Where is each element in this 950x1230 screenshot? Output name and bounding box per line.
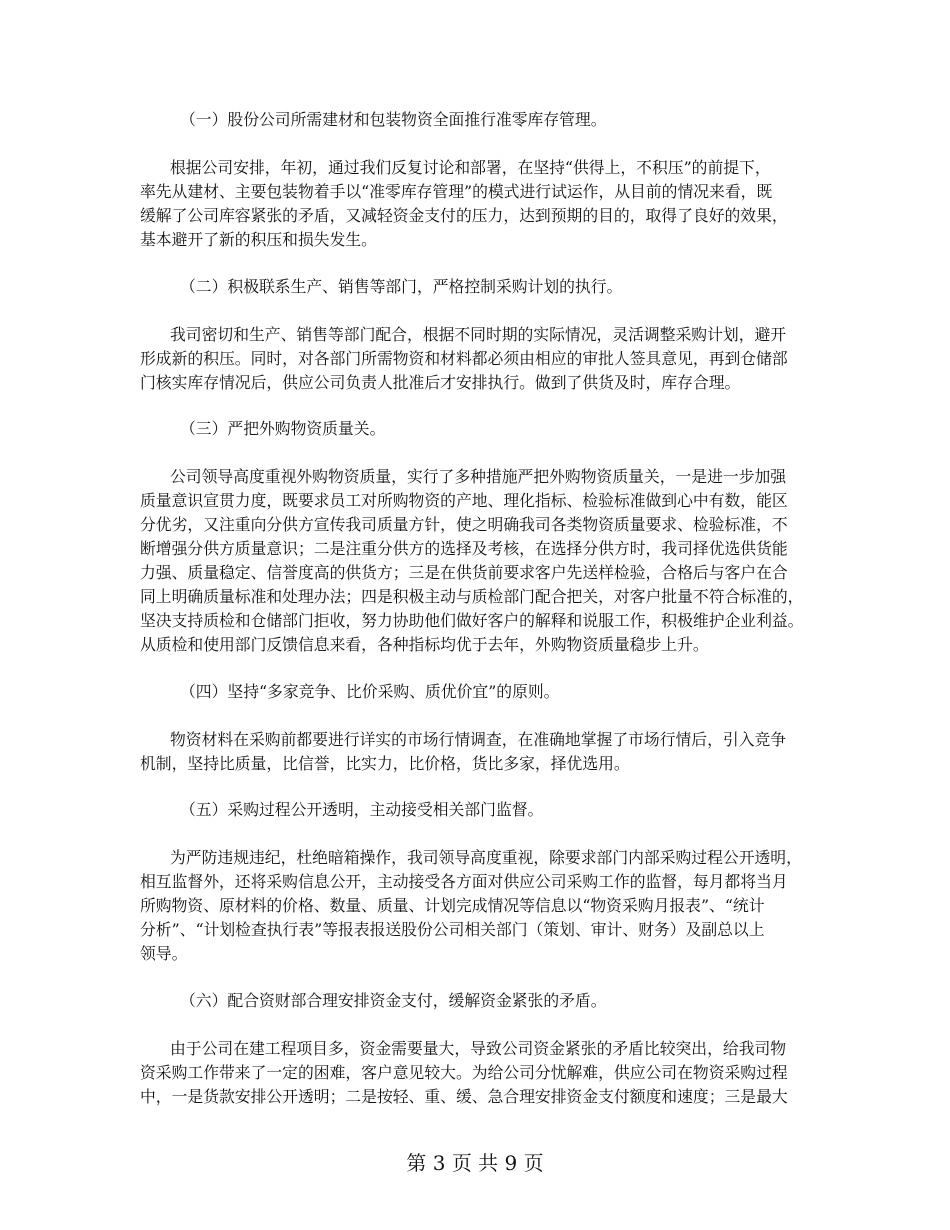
paragraph-line: 门核实库存情况后，供应公司负责人批准后才安排执行。做到了供货及时，库存合理。 — [140, 373, 741, 392]
paragraph-line: 质量意识宣贯力度，既要求员工对所购物资的产地、理化指标、检验标准做到心中有数，能区 — [140, 491, 788, 510]
section-heading: （四）坚持“多家竞争、比价采购、质优价宜”的原则。 — [180, 682, 560, 701]
paragraph-line: 缓解了公司库容紧张的矛盾，又减轻资金支付的压力，达到预期的目的，取得了良好的效果， — [140, 206, 788, 225]
paragraph-line: 基本避开了新的积压和损失发生。 — [140, 230, 377, 249]
paragraph-line: 力强、质量稳定、信誉度高的供货方；三是在供货前要求客户先送样检验，合格后与客户在合 — [140, 563, 788, 582]
paragraph-line: 坚决支持质检和仓储部门拒收，努力协助他们做好客户的解释和说服工作，积极维护企业利益。 — [140, 611, 804, 630]
paragraph-line: 从质检和使用部门反馈信息来看，各种指标均优于去年，外购物资质量稳步上升。 — [140, 635, 709, 654]
paragraph-line: 分优劣，又注重向分供方宣传我司质量方针，使之明确我司各类物资质量要求、检验标准，不 — [140, 515, 788, 534]
paragraph-line: 我司密切和生产、销售等部门配合，根据不同时期的实际情况，灵活调整采购计划，避开 — [170, 325, 787, 344]
section-heading: （一）股份公司所需建材和包装物资全面推行准零库存管理。 — [180, 110, 607, 129]
paragraph-line: 物资材料在采购前都要进行详实的市场行情调查，在准确地掌握了市场行情后，引入竞争 — [170, 730, 787, 749]
paragraph-line: 相互监督外，还将采购信息公开，主动接受各方面对供应公司采购工作的监督，每月都将当月 — [140, 872, 788, 891]
paragraph-line: 中，一是货款安排公开透明；二是按轻、重、缓、急合理安排资金支付额度和速度；三是最大 — [140, 1087, 788, 1106]
paragraph-line: 领导。 — [140, 944, 188, 963]
page-number-footer: 第 3 页 共 9 页 — [406, 1151, 544, 1175]
paragraph-line: 由于公司在建工程项目多，资金需要量大，导致公司资金紧张的矛盾比较突出，给我司物 — [170, 1039, 787, 1058]
paragraph-line: 为严防违规违纪，杜绝暗箱操作，我司领导高度重视，除要求部门内部采购过程公开透明， — [170, 848, 802, 867]
paragraph-line: 断增强分供方质量意识；二是注重分供方的选择及考核，在选择分供方时，我司择优选供货能 — [140, 539, 788, 558]
paragraph-line: 形成新的积压。同时，对各部门所需物资和材料都必须由相应的审批人签具意见，再到仓储部 — [140, 349, 788, 368]
paragraph-line: 所购物资、原材料的价格、数量、质量、计划完成情况等信息以“物资采购月报表”、“统计 — [140, 896, 765, 915]
section-heading: （六）配合资财部合理安排资金支付，缓解资金紧张的矛盾。 — [180, 991, 607, 1010]
paragraph-line: 根据公司安排，年初，通过我们反复讨论和部署，在坚持“供得上，不积压”的前提下， — [170, 158, 771, 177]
paragraph-line: 分析”、“计划检查执行表”等报表报送股份公司相关部门（策划、审计、财务）及副总以上 — [140, 920, 765, 939]
paragraph-line: 率先从建材、主要包装物着手以“准零库存管理”的模式进行试运作，从目前的情况来看，既 — [140, 182, 773, 201]
paragraph-line: 机制，坚持比质量，比信誉，比实力，比价格，货比多家，择优选用。 — [140, 754, 630, 773]
paragraph-line: 公司领导高度重视外购物资质量，实行了多种措施严把外购物资质量关，一是进一步加强 — [170, 467, 787, 486]
paragraph-line: 同上明确质量标准和处理办法；四是积极主动与质检部门配合把关，对客户批量不符合标准的， — [140, 587, 804, 606]
paragraph-line: 资采购工作带来了一定的困难，客户意见较大。为给公司分忧解难，供应公司在物资采购过程 — [140, 1063, 788, 1082]
section-heading: （五）采购过程公开透明，主动接受相关部门监督。 — [180, 800, 544, 819]
section-heading: （二）积极联系生产、销售等部门，严格控制采购计划的执行。 — [180, 277, 623, 296]
section-heading: （三）严把外购物资质量关。 — [180, 419, 386, 438]
